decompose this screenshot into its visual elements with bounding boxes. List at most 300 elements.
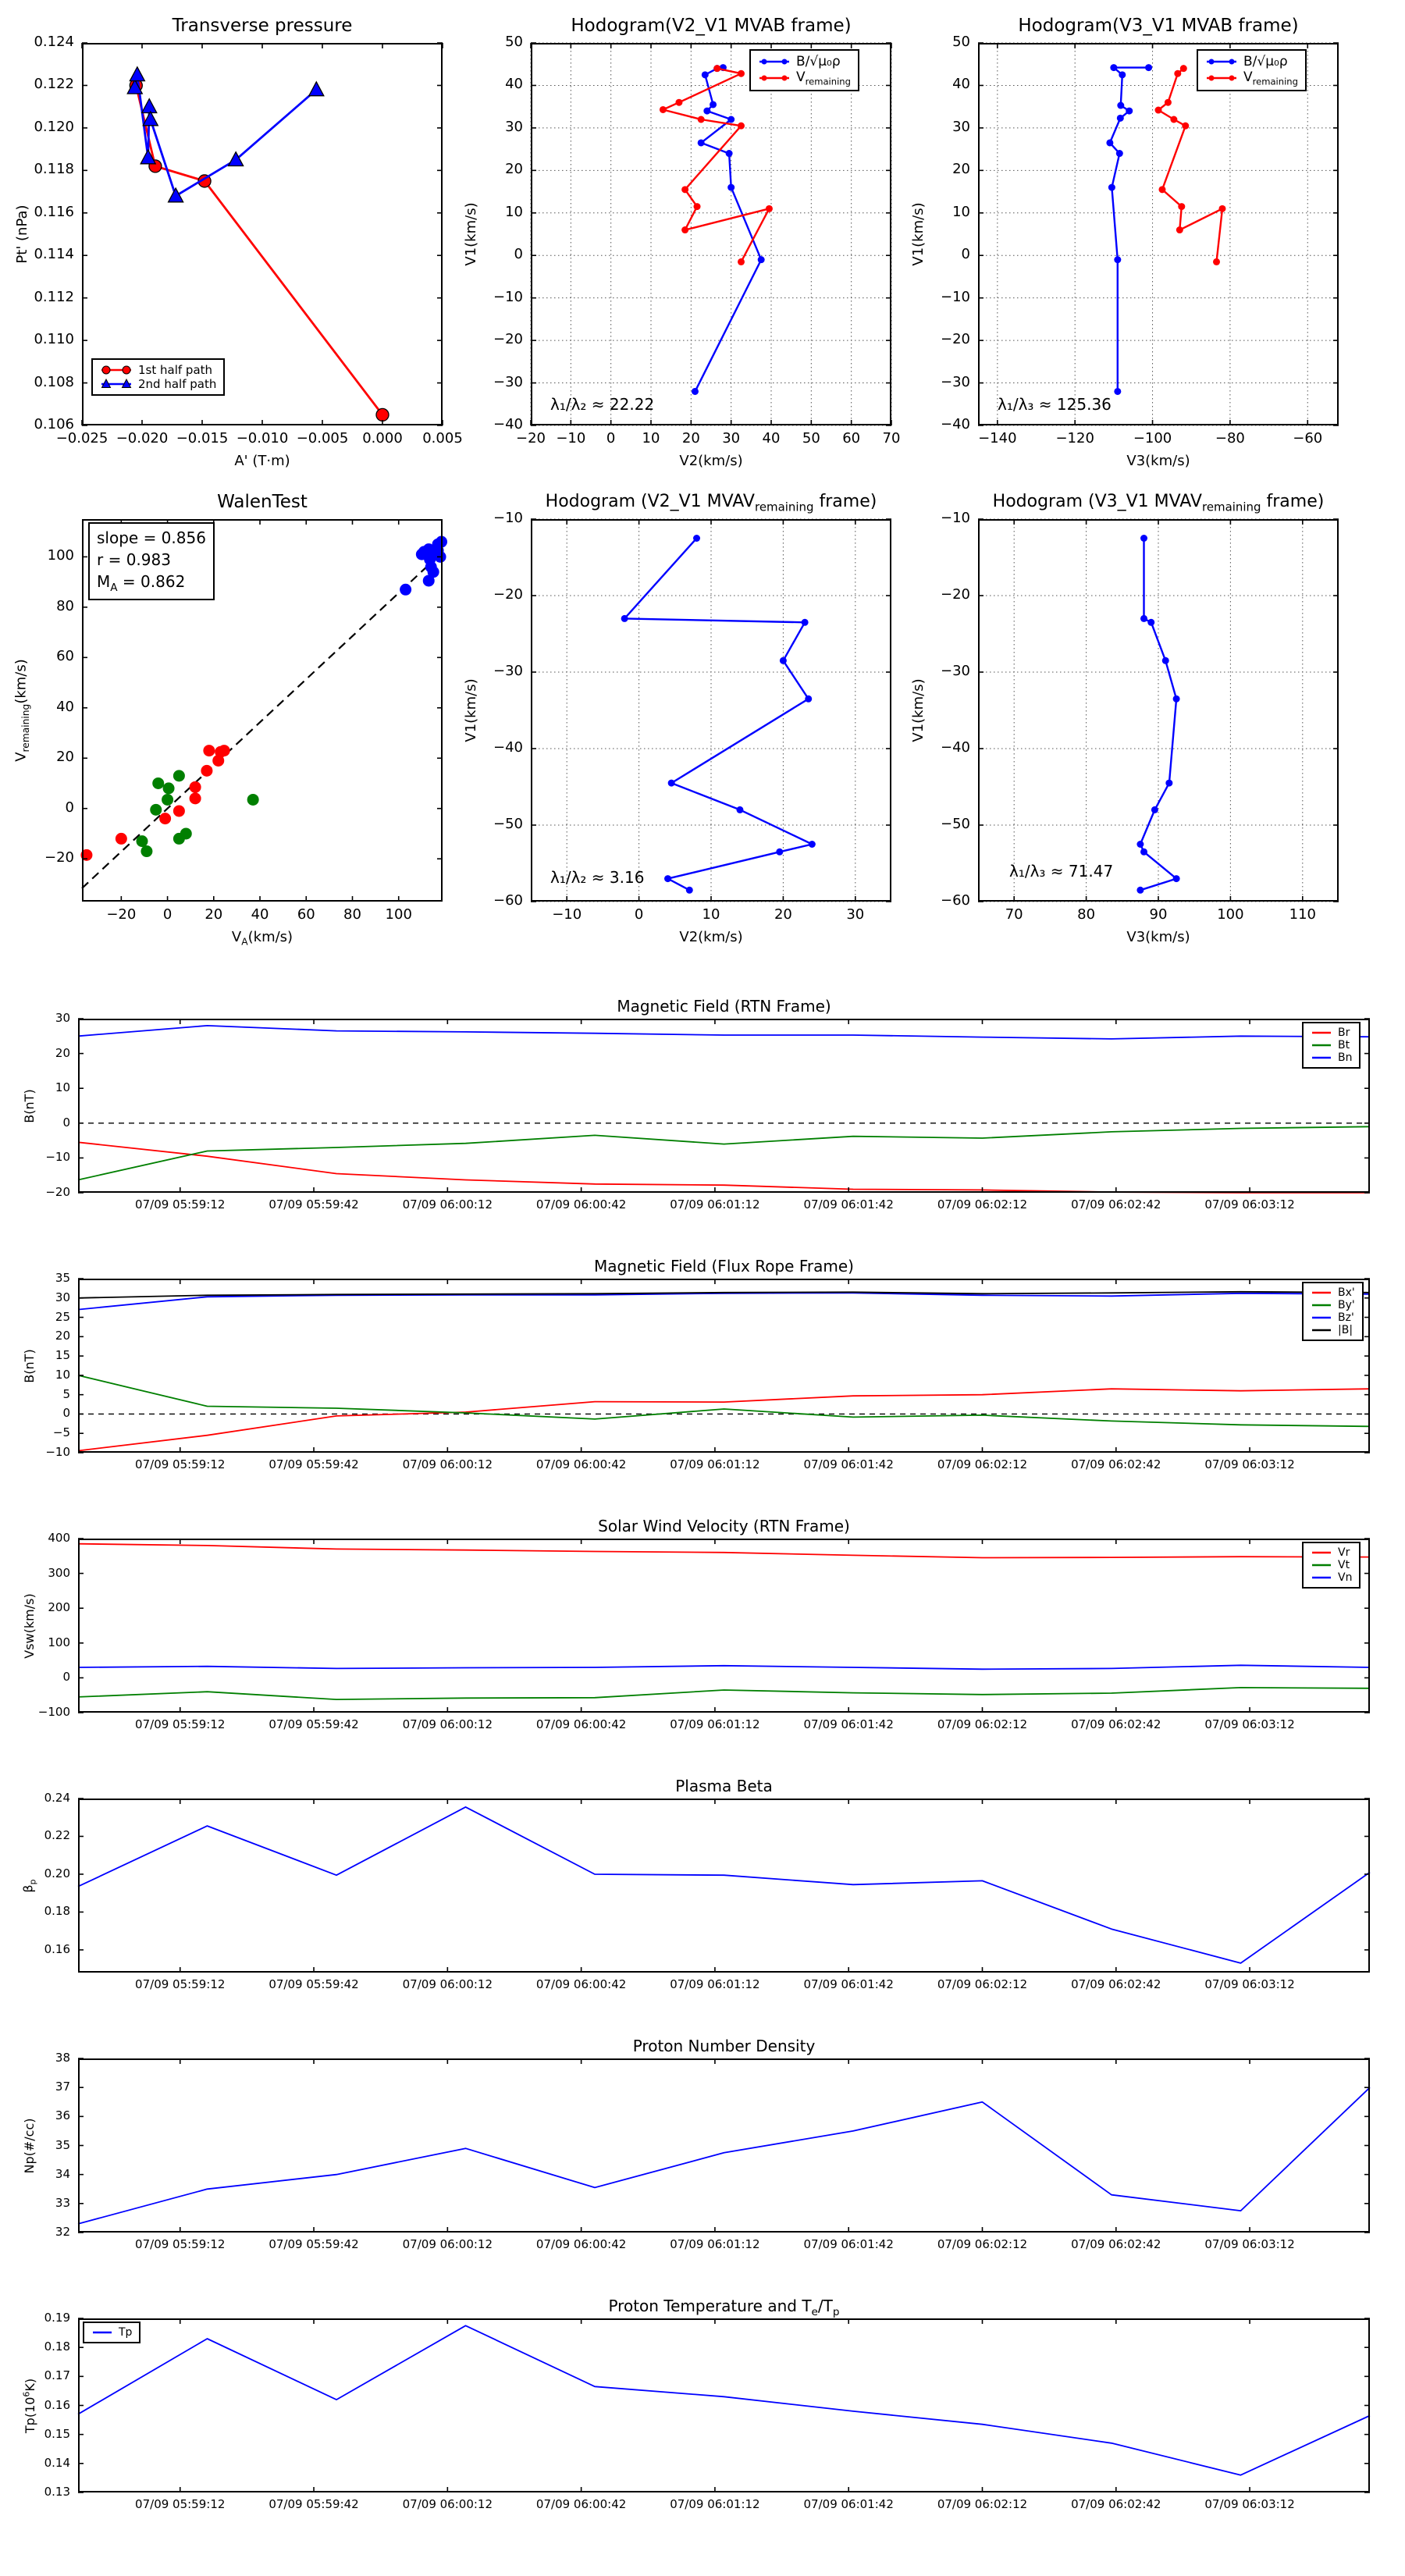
x-tick-label: 07/09 06:00:12 bbox=[402, 1457, 493, 1471]
x-tick-label: 07/09 06:02:12 bbox=[937, 1717, 1028, 1731]
x-tick-label: 40 bbox=[251, 906, 269, 923]
chart-title: Hodogram (V2_V1 $MVAV_{remaining}$ frame) bbox=[545, 492, 877, 514]
y-tick-label: −30 bbox=[493, 373, 523, 390]
x-tick-label: 07/09 06:00:42 bbox=[535, 2497, 627, 2511]
y-tick-label: 33 bbox=[55, 2195, 70, 2210]
x-tick-label: 07/09 06:01:12 bbox=[670, 1457, 760, 1471]
legend-item bbox=[1311, 1559, 1352, 1571]
legend-item bbox=[1311, 1299, 1355, 1311]
marker-v-remaining- bbox=[698, 116, 705, 123]
chart-title: Magnetic Field (Flux Rope Frame) bbox=[594, 1257, 854, 1276]
hodogram-v3v1-mvav-plot-area bbox=[978, 519, 1339, 902]
legend-label: 1st half path bbox=[138, 363, 213, 377]
marker-b- bbox=[692, 388, 699, 395]
marker-b- bbox=[1140, 615, 1147, 622]
y-tick-label: 0.18 bbox=[44, 2339, 70, 2354]
series-line-vt bbox=[78, 1688, 1370, 1699]
marker-1st-half-points bbox=[203, 745, 215, 756]
x-tick-label: 07/09 06:00:12 bbox=[402, 2497, 493, 2511]
marker-v-remaining- bbox=[1170, 116, 1177, 123]
y-axis-label: $V_{remaining}(km/s)$ bbox=[12, 659, 32, 762]
marker-v-remaining- bbox=[675, 99, 682, 106]
y-axis-label: Np(#/cc) bbox=[22, 2118, 37, 2173]
marker-b- bbox=[780, 657, 787, 664]
marker-b- bbox=[1119, 71, 1126, 78]
series-line-b- bbox=[1110, 68, 1149, 392]
lambda-annotation: λ₁/λ₂ ≈ 3.16 bbox=[550, 868, 645, 887]
legend-label: $V_{remaining}$ bbox=[796, 69, 851, 87]
hodogram-v2v1-mvav-plot-area bbox=[531, 519, 891, 902]
marker-b- bbox=[1106, 139, 1113, 146]
y-tick-label: 400 bbox=[48, 1531, 70, 1545]
y-tick-label: −40 bbox=[941, 739, 970, 756]
x-tick-label: 07/09 06:00:42 bbox=[535, 2237, 627, 2251]
x-tick-label: 07/09 05:59:42 bbox=[269, 1977, 359, 1991]
marker-b- bbox=[727, 184, 735, 191]
legend-label: 2nd half path bbox=[138, 377, 217, 391]
x-axis-label: V3(km/s) bbox=[1126, 453, 1190, 469]
marker-mid-points bbox=[152, 777, 164, 789]
legend-label: By' bbox=[1338, 1299, 1355, 1311]
y-tick-label: −5 bbox=[52, 1425, 70, 1440]
magnetic-field-flux-rope-plot-area bbox=[78, 1279, 1370, 1453]
marker-b- bbox=[1116, 150, 1123, 157]
solar-wind-velocity-plot-area bbox=[78, 1539, 1370, 1713]
y-tick-label: 0.16 bbox=[44, 2397, 70, 2412]
marker-2nd-half-points bbox=[400, 584, 411, 596]
x-tick-label: 07/09 05:59:42 bbox=[269, 1197, 359, 1212]
y-tick-label: 10 bbox=[952, 203, 970, 220]
series-line-np bbox=[78, 2087, 1370, 2224]
marker-b- bbox=[1140, 849, 1147, 856]
y-tick-label: 40 bbox=[56, 698, 74, 715]
y-tick-label: 0.120 bbox=[34, 118, 74, 135]
series-line-bn bbox=[78, 1026, 1370, 1039]
x-tick-label: 90 bbox=[1149, 906, 1168, 923]
y-axis-label: Vsw(km/s) bbox=[22, 1592, 37, 1659]
y-axis-label: $\beta_p$ bbox=[20, 1878, 38, 1893]
y-tick-label: 0.112 bbox=[34, 288, 74, 305]
legend-label: B/√μ₀ρ bbox=[796, 54, 841, 69]
lambda-annotation: λ₁/λ₃ ≈ 125.36 bbox=[998, 395, 1112, 414]
series-line-beta-p bbox=[78, 1807, 1370, 1963]
axes-border bbox=[79, 1019, 1369, 1192]
legend-line-sample bbox=[1311, 1299, 1332, 1311]
series-line-v-remaining- bbox=[1158, 69, 1222, 262]
y-tick-label: 0.118 bbox=[34, 161, 74, 178]
x-tick-label: 07/09 05:59:12 bbox=[135, 2237, 226, 2251]
x-tick-label: 0.005 bbox=[422, 430, 463, 447]
y-tick-label: 20 bbox=[952, 161, 970, 178]
series-line-bt bbox=[78, 1126, 1370, 1179]
marker-b- bbox=[726, 150, 733, 157]
y-axis-label: B(nT) bbox=[22, 1088, 37, 1123]
x-tick-label: −140 bbox=[978, 430, 1017, 447]
x-tick-label: −10 bbox=[552, 906, 582, 923]
y-tick-label: 0.18 bbox=[44, 1904, 70, 1919]
y-tick-label: 30 bbox=[505, 118, 523, 135]
hodogram-v3v1-mvab-legend bbox=[1197, 49, 1307, 91]
y-tick-label: −20 bbox=[493, 331, 523, 348]
marker-b- bbox=[1126, 108, 1133, 115]
series-line-b- bbox=[695, 68, 762, 392]
chart-title: Proton Temperature and $T_e/T_p$ bbox=[608, 2297, 840, 2318]
marker-v-remaining- bbox=[1165, 99, 1172, 106]
x-tick-label: 07/09 06:00:12 bbox=[402, 1197, 493, 1212]
marker-v-remaining- bbox=[738, 258, 745, 265]
axes-border bbox=[979, 44, 1338, 425]
marker-v-remaining- bbox=[738, 70, 745, 77]
y-tick-label: −10 bbox=[493, 510, 523, 526]
legend-line-sample bbox=[91, 2326, 113, 2339]
legend-line-sample bbox=[1311, 1311, 1332, 1324]
x-tick-label: 07/09 06:00:12 bbox=[402, 1717, 493, 1731]
marker-b- bbox=[1173, 696, 1180, 703]
marker-v-remaining- bbox=[1182, 123, 1189, 130]
marker-1st-half-points bbox=[219, 745, 230, 756]
y-tick-label: 0 bbox=[62, 1115, 70, 1130]
x-tick-label: −120 bbox=[1055, 430, 1094, 447]
x-tick-label: 07/09 06:01:42 bbox=[803, 1457, 894, 1471]
x-tick-label: 07/09 06:01:12 bbox=[670, 2237, 760, 2251]
legend-line-sample bbox=[1205, 55, 1238, 68]
x-tick-label: 07/09 06:00:42 bbox=[535, 1977, 627, 1991]
marker-b- bbox=[1140, 535, 1147, 542]
marker-b- bbox=[1136, 887, 1144, 894]
y-tick-label: −10 bbox=[941, 510, 970, 526]
x-tick-label: 50 bbox=[802, 430, 820, 447]
legend-line-sample bbox=[758, 72, 791, 84]
legend-item bbox=[758, 54, 851, 69]
y-tick-label: 15 bbox=[55, 1348, 70, 1363]
marker-v-remaining- bbox=[1218, 205, 1225, 212]
marker-b- bbox=[805, 696, 812, 703]
y-tick-label: 20 bbox=[505, 161, 523, 178]
marker-v-remaining- bbox=[660, 106, 667, 113]
marker-b- bbox=[802, 619, 809, 626]
x-tick-label: 80 bbox=[343, 906, 361, 923]
x-tick-label: 07/09 06:01:42 bbox=[803, 2497, 894, 2511]
marker-b- bbox=[686, 887, 693, 894]
marker-2nd-half-path bbox=[143, 112, 158, 126]
legend-item bbox=[100, 363, 216, 377]
marker-b- bbox=[693, 535, 700, 542]
y-tick-label: −20 bbox=[941, 331, 970, 348]
y-tick-label: −50 bbox=[941, 816, 970, 832]
marker-b- bbox=[1136, 841, 1144, 848]
y-tick-label: 0.114 bbox=[34, 246, 74, 263]
x-tick-label: −0.020 bbox=[116, 430, 169, 447]
y-tick-label: 0.116 bbox=[34, 203, 74, 220]
marker-v-remaining- bbox=[1155, 107, 1162, 114]
marker-b- bbox=[664, 875, 671, 882]
marker-2nd-half-path bbox=[169, 188, 183, 202]
x-tick-label: 07/09 06:00:12 bbox=[402, 2237, 493, 2251]
x-tick-label: 07/09 06:00:42 bbox=[535, 1457, 627, 1471]
marker-v-remaining- bbox=[681, 186, 688, 193]
axes-border bbox=[532, 44, 891, 425]
x-tick-label: 07/09 06:00:42 bbox=[535, 1717, 627, 1731]
lambda-annotation: λ₁/λ₃ ≈ 71.47 bbox=[1009, 862, 1114, 881]
y-tick-label: −30 bbox=[493, 663, 523, 679]
magnetic-field-flux-rope-legend bbox=[1302, 1282, 1364, 1341]
marker-b- bbox=[736, 806, 743, 813]
x-axis-label: A' (T·m) bbox=[234, 453, 290, 469]
y-tick-label: 20 bbox=[56, 749, 74, 766]
x-tick-label: 30 bbox=[722, 430, 741, 447]
x-tick-label: −0.025 bbox=[55, 430, 108, 447]
x-tick-label: −20 bbox=[106, 906, 137, 923]
marker-1st-half-path bbox=[376, 408, 389, 421]
y-tick-label: 0.108 bbox=[34, 373, 74, 390]
y-tick-label: 0.110 bbox=[34, 331, 74, 348]
plasma-beta-plot-area bbox=[78, 1799, 1370, 1973]
marker-2nd-half-points bbox=[423, 575, 435, 586]
x-tick-label: 07/09 06:02:12 bbox=[937, 1197, 1028, 1212]
marker-b- bbox=[702, 71, 709, 78]
y-tick-label: 36 bbox=[55, 2108, 70, 2123]
legend-line-sample bbox=[1311, 1286, 1332, 1299]
series-line-fit-line bbox=[82, 552, 443, 888]
y-tick-label: 35 bbox=[55, 1271, 70, 1285]
marker-2nd-half-path bbox=[142, 99, 157, 113]
y-axis-label: V1(km/s) bbox=[463, 678, 480, 742]
marker-b- bbox=[710, 101, 717, 108]
y-tick-label: 0.13 bbox=[44, 2485, 70, 2499]
y-tick-label: 0.24 bbox=[44, 1791, 70, 1805]
x-tick-label: 07/09 06:01:12 bbox=[670, 2497, 760, 2511]
x-axis-label: $V_A(km/s)$ bbox=[231, 929, 293, 948]
x-tick-label: 07/09 06:03:12 bbox=[1204, 1977, 1295, 1991]
y-tick-label: 30 bbox=[55, 1290, 70, 1304]
x-tick-label: 100 bbox=[385, 906, 412, 923]
y-tick-label: 20 bbox=[55, 1045, 70, 1060]
legend-line-sample bbox=[100, 378, 133, 390]
x-tick-label: 20 bbox=[681, 430, 700, 447]
marker-1st-half-points bbox=[173, 805, 185, 817]
marker-v-remaining- bbox=[1213, 258, 1220, 265]
chart-title: Solar Wind Velocity (RTN Frame) bbox=[598, 1517, 850, 1535]
y-tick-label: −30 bbox=[941, 663, 970, 679]
x-tick-label: 07/09 05:59:12 bbox=[135, 1717, 226, 1731]
marker-mid-points bbox=[173, 770, 185, 781]
y-tick-label: −10 bbox=[45, 1445, 70, 1459]
y-axis-label: V1(km/s) bbox=[910, 202, 927, 266]
marker-b- bbox=[1117, 102, 1124, 109]
y-tick-label: 300 bbox=[48, 1565, 70, 1580]
chart-title: Plasma Beta bbox=[675, 1777, 773, 1795]
chart-title: Hodogram (V3_V1 $MVAV_{remaining}$ frame) bbox=[992, 492, 1325, 514]
x-tick-label: 07/09 06:02:42 bbox=[1071, 1977, 1161, 1991]
x-tick-label: −100 bbox=[1133, 430, 1172, 447]
legend-label: Vr bbox=[1338, 1546, 1350, 1559]
chart-title: Hodogram(V2_V1 MVAB frame) bbox=[571, 16, 852, 36]
y-tick-label: 10 bbox=[55, 1367, 70, 1382]
marker-b- bbox=[621, 615, 628, 622]
marker-b- bbox=[776, 849, 783, 856]
x-tick-label: 07/09 05:59:12 bbox=[135, 1457, 226, 1471]
y-tick-label: 0.124 bbox=[34, 34, 74, 50]
x-tick-label: 07/09 06:00:12 bbox=[402, 1977, 493, 1991]
marker-b- bbox=[1145, 64, 1152, 71]
x-tick-label: 70 bbox=[882, 430, 901, 447]
legend-item bbox=[1311, 1026, 1352, 1039]
legend-line-sample bbox=[1205, 72, 1238, 84]
stats-line: $M_A = 0.862$ bbox=[97, 572, 186, 594]
x-tick-label: 100 bbox=[1217, 906, 1244, 923]
legend-label: B/√μ₀ρ bbox=[1243, 54, 1288, 69]
y-axis-label: $Tp(10^6K)$ bbox=[21, 2378, 37, 2433]
series-line-vr bbox=[78, 1544, 1370, 1558]
x-tick-label: 07/09 05:59:42 bbox=[269, 2237, 359, 2251]
hodogram-v2v1-mvab-plot-area bbox=[531, 43, 891, 425]
y-tick-label: 0.14 bbox=[44, 2455, 70, 2470]
x-tick-label: 10 bbox=[702, 906, 720, 923]
y-tick-label: 25 bbox=[55, 1309, 70, 1324]
x-tick-label: 07/09 06:02:42 bbox=[1071, 2237, 1161, 2251]
marker-v-remaining- bbox=[681, 226, 688, 233]
legend-line-sample bbox=[1311, 1324, 1332, 1336]
marker-1st-half-points bbox=[190, 792, 201, 804]
y-tick-label: 10 bbox=[505, 203, 523, 220]
legend-line-sample bbox=[1311, 1039, 1332, 1051]
legend-item bbox=[1311, 1546, 1352, 1559]
x-tick-label: 07/09 06:02:42 bbox=[1071, 1717, 1161, 1731]
marker-b- bbox=[1151, 806, 1158, 813]
axes-border bbox=[79, 2059, 1369, 2232]
legend-line-sample bbox=[100, 364, 133, 376]
magnetic-field-rtn-plot-area bbox=[78, 1019, 1370, 1193]
y-tick-label: 100 bbox=[47, 547, 74, 564]
x-tick-label: 07/09 06:03:12 bbox=[1204, 1717, 1295, 1731]
y-tick-label: 34 bbox=[55, 2166, 70, 2181]
x-tick-label: 0 bbox=[606, 430, 616, 447]
x-tick-label: 70 bbox=[1005, 906, 1023, 923]
y-tick-label: 38 bbox=[55, 2051, 70, 2065]
marker-v-remaining- bbox=[1174, 70, 1181, 77]
x-tick-label: 07/09 06:01:42 bbox=[803, 1977, 894, 1991]
x-tick-label: 07/09 06:01:12 bbox=[670, 1977, 760, 1991]
legend-line-sample bbox=[1311, 1051, 1332, 1064]
y-tick-label: 0.20 bbox=[44, 1866, 70, 1880]
x-tick-label: 07/09 05:59:42 bbox=[269, 1717, 359, 1731]
lambda-annotation: λ₁/λ₂ ≈ 22.22 bbox=[550, 395, 655, 414]
y-tick-label: −60 bbox=[941, 892, 970, 909]
legend-label: Vt bbox=[1338, 1559, 1350, 1571]
y-tick-label: 0.19 bbox=[44, 2311, 70, 2325]
x-tick-label: 20 bbox=[205, 906, 223, 923]
x-axis-label: V3(km/s) bbox=[1126, 929, 1190, 945]
y-tick-label: −20 bbox=[44, 849, 74, 866]
x-tick-label: 07/09 06:02:12 bbox=[937, 1977, 1028, 1991]
marker-1st-half-points bbox=[201, 765, 212, 777]
legend-label: Bn bbox=[1338, 1051, 1353, 1064]
marker-b- bbox=[809, 841, 816, 848]
x-tick-label: 0 bbox=[634, 906, 644, 923]
legend-label: Vn bbox=[1338, 1571, 1353, 1584]
marker-b- bbox=[1114, 388, 1121, 395]
marker-b- bbox=[1110, 64, 1117, 71]
marker-b- bbox=[1147, 619, 1154, 626]
marker-mid-points bbox=[140, 845, 152, 857]
x-tick-label: 07/09 05:59:42 bbox=[269, 1457, 359, 1471]
y-tick-label: −100 bbox=[37, 1705, 70, 1719]
proton-number-density-plot-area bbox=[78, 2058, 1370, 2233]
legend-line-sample bbox=[758, 55, 791, 68]
marker-v-remaining- bbox=[713, 65, 720, 72]
y-tick-label: 50 bbox=[505, 34, 523, 50]
legend-label: Tp bbox=[119, 2326, 133, 2339]
legend-label: |B| bbox=[1338, 1324, 1353, 1336]
y-tick-label: 60 bbox=[56, 648, 74, 665]
x-tick-label: 07/09 05:59:12 bbox=[135, 1977, 226, 1991]
series-line-2nd-half-path bbox=[135, 75, 316, 196]
marker-mid-points bbox=[247, 794, 259, 806]
y-tick-label: 35 bbox=[55, 2137, 70, 2152]
x-tick-label: 07/09 06:01:42 bbox=[803, 2237, 894, 2251]
y-axis-label: B(nT) bbox=[22, 1348, 37, 1383]
marker-b- bbox=[698, 139, 705, 146]
x-tick-label: 80 bbox=[1077, 906, 1096, 923]
legend-line-sample bbox=[1311, 1559, 1332, 1571]
x-tick-label: 07/09 06:01:42 bbox=[803, 1717, 894, 1731]
x-tick-label: 07/09 06:01:12 bbox=[670, 1197, 760, 1212]
magnetic-field-rtn-legend bbox=[1302, 1022, 1361, 1069]
marker-b- bbox=[1165, 780, 1172, 787]
marker-mid-points bbox=[137, 835, 148, 847]
marker-b- bbox=[1114, 256, 1121, 263]
y-tick-label: 0.22 bbox=[44, 1828, 70, 1843]
y-tick-label: 30 bbox=[952, 118, 970, 135]
y-tick-label: 37 bbox=[55, 2080, 70, 2094]
x-tick-label: 07/09 06:03:12 bbox=[1204, 1197, 1295, 1212]
series-line-v-remaining- bbox=[663, 69, 769, 262]
y-tick-label: −50 bbox=[493, 816, 523, 832]
y-tick-label: −40 bbox=[941, 416, 970, 432]
y-tick-label: 100 bbox=[48, 1635, 70, 1649]
legend-item bbox=[758, 69, 851, 87]
x-axis-label: V2(km/s) bbox=[679, 929, 743, 945]
y-tick-label: 10 bbox=[55, 1080, 70, 1095]
series-line-by- bbox=[78, 1375, 1370, 1426]
y-tick-label: −20 bbox=[45, 1185, 70, 1199]
x-tick-label: 07/09 06:01:42 bbox=[803, 1197, 894, 1212]
marker-mid-points bbox=[180, 827, 192, 839]
y-tick-label: 0 bbox=[62, 1670, 70, 1685]
y-tick-label: 0 bbox=[62, 1406, 70, 1421]
x-tick-label: 07/09 06:03:12 bbox=[1204, 1457, 1295, 1471]
x-tick-label: −60 bbox=[1293, 430, 1323, 447]
marker-v-remaining- bbox=[1176, 226, 1183, 233]
x-tick-label: 07/09 05:59:12 bbox=[135, 2497, 226, 2511]
proton-temperature-legend bbox=[83, 2322, 140, 2343]
series-line-vn bbox=[78, 1665, 1370, 1669]
x-tick-label: 07/09 06:02:42 bbox=[1071, 1197, 1161, 1212]
x-tick-label: 07/09 05:59:12 bbox=[135, 1197, 226, 1212]
marker-b- bbox=[727, 116, 735, 123]
x-tick-label: 60 bbox=[842, 430, 861, 447]
legend-item bbox=[1205, 54, 1298, 69]
y-tick-label: 0 bbox=[514, 246, 523, 263]
x-tick-label: 07/09 06:00:42 bbox=[535, 1197, 627, 1212]
marker-2nd-half-path bbox=[309, 82, 324, 96]
y-tick-label: −10 bbox=[941, 288, 970, 305]
series-line-b- bbox=[624, 539, 812, 891]
marker-b- bbox=[1162, 657, 1169, 664]
y-tick-label: −40 bbox=[493, 416, 523, 432]
y-tick-label: 0.17 bbox=[44, 2368, 70, 2383]
marker-b- bbox=[1173, 875, 1180, 882]
